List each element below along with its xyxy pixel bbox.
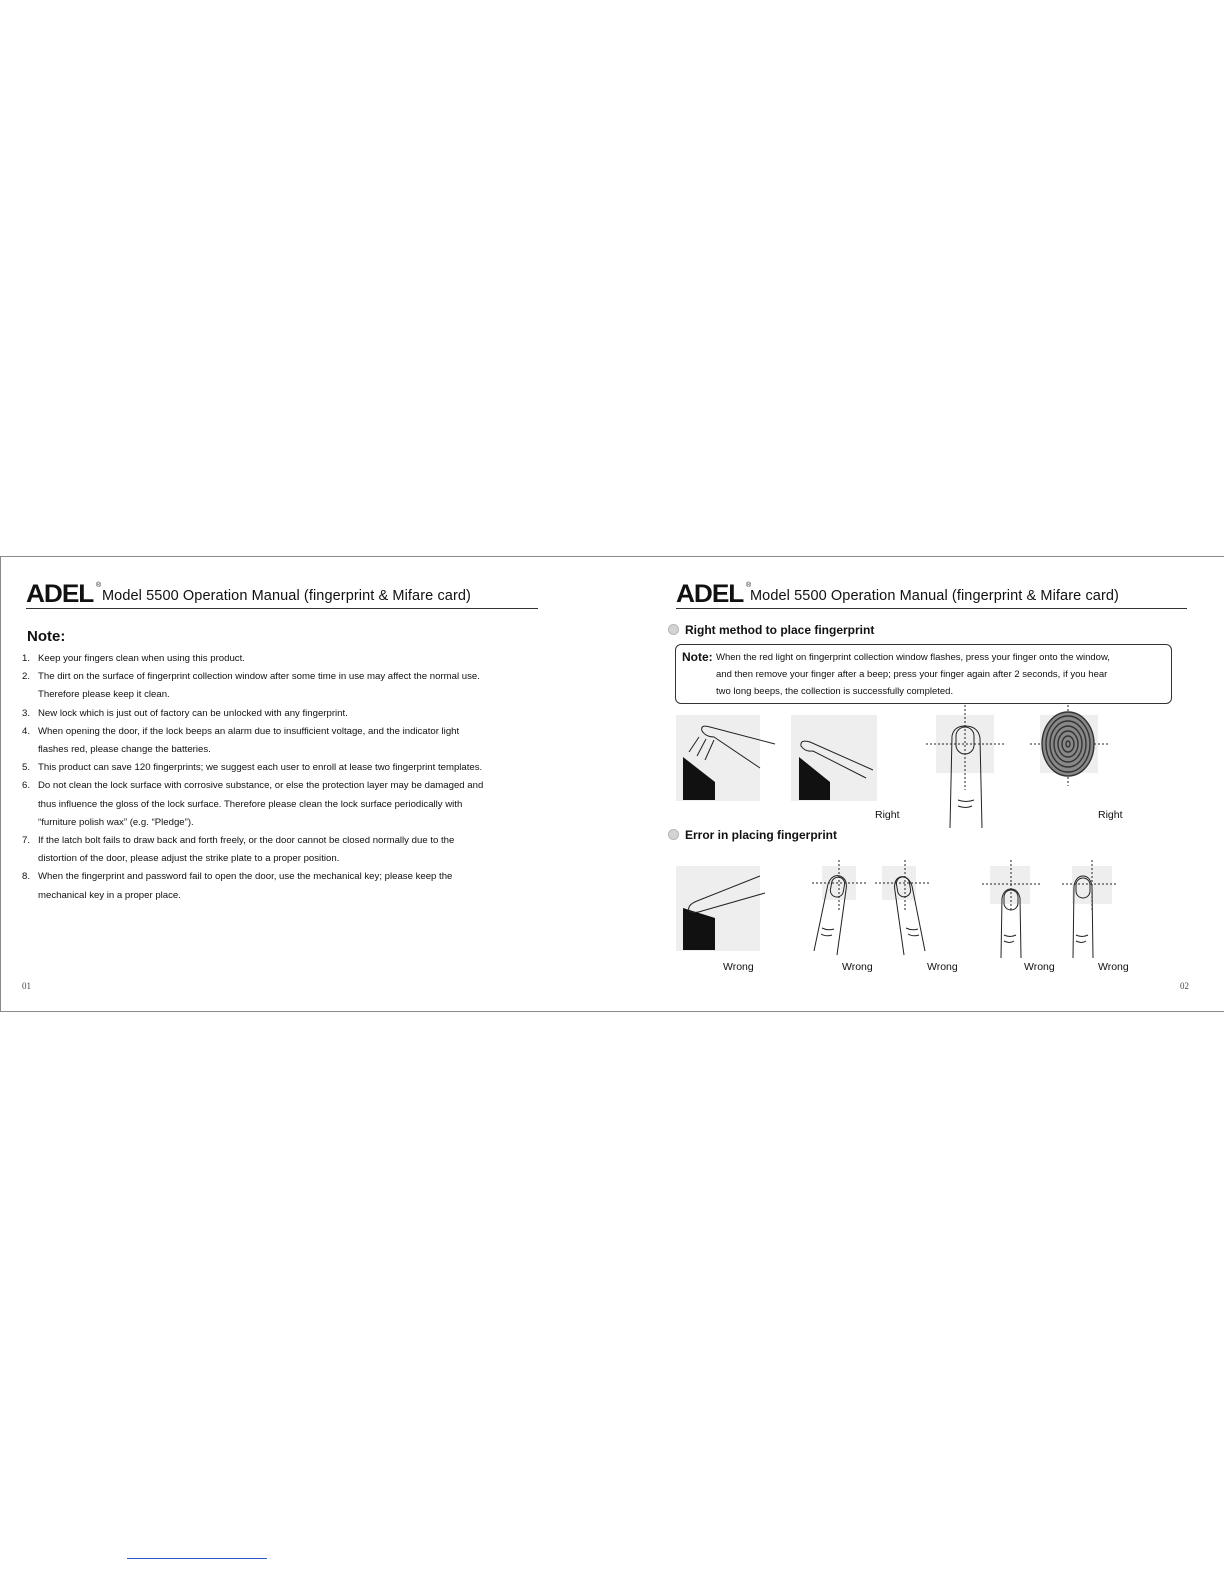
caption-right: Right: [875, 809, 900, 821]
list-item-text: thus influence the gloss of the lock surface. Therefore please clean the lock surface periodically with: [38, 798, 463, 810]
note-heading: Note:: [27, 628, 66, 645]
manual-title: Model 5500 Operation Manual (fingerprint & Mifare card): [102, 588, 471, 604]
list-item-number: 4.: [22, 725, 31, 737]
list-item-number: 2.: [22, 671, 31, 683]
list-item-number: 5.: [22, 762, 31, 774]
list-item-number: 6.: [22, 780, 31, 792]
list-item-text: “furniture polish wax” (e.g. “Pledge”).: [38, 816, 194, 828]
list-item-text: The dirt on the surface of fingerprint collection window after some time in use may affect the normal use.: [38, 671, 480, 683]
section-right-method: Right method to place fingerprint: [668, 623, 874, 637]
list-item-text: mechanical key in a proper place.: [38, 889, 181, 901]
list-item-number: 8.: [22, 871, 31, 883]
list-item-text: When the fingerprint and password fail to open the door, use the mechanical key; please keep the: [38, 871, 453, 883]
note-line: and then remove your finger after a beep; press your finger again after 2 seconds, if you hear: [716, 669, 1108, 680]
list-item-text: Keep your fingers clean when using this product.: [38, 653, 245, 664]
footer-divider: [127, 1558, 267, 1559]
note-label: Note:: [682, 650, 713, 664]
caption-wrong: Wrong: [927, 961, 958, 973]
caption-wrong: Wrong: [842, 961, 873, 973]
note-line: When the red light on fingerprint collection window flashes, press your finger onto the window,: [716, 652, 1110, 663]
list-item-text: distortion of the door, please adjust the strike plate to a proper position.: [38, 853, 340, 865]
list-item-text: New lock which is just out of factory can be unlocked with any fingerprint.: [38, 707, 348, 719]
page-number-left: 01: [22, 981, 31, 991]
note-line: two long beeps, the collection is successfully completed.: [716, 686, 954, 697]
registered-mark: ®: [96, 582, 102, 589]
list-item-text: This product can save 120 fingerprints; we suggest each user to enroll at lease two fingerprint templates.: [38, 762, 483, 774]
brand-logo: ADEL: [676, 580, 744, 608]
list-item-number: 1.: [22, 653, 31, 664]
list-item-number: 7.: [22, 835, 31, 847]
registered-mark: ®: [746, 582, 752, 589]
caption-right: Right: [1098, 809, 1123, 821]
section-error: Error in placing fingerprint: [668, 828, 837, 842]
finger-error-illustration: [676, 860, 1118, 958]
list-item-text: If the latch bolt fails to draw back and forth freely, or the door cannot be closed normally due to the: [38, 835, 455, 847]
list-item-number: 3.: [22, 707, 31, 719]
caption-wrong: Wrong: [1024, 961, 1055, 973]
caption-wrong: Wrong: [1098, 961, 1129, 973]
manual-title: Model 5500 Operation Manual (fingerprint & Mifare card): [750, 588, 1119, 604]
bullet-circle-icon: [668, 829, 679, 840]
list-item-text: flashes red, please change the batteries.: [38, 744, 211, 756]
page-number-right: 02: [1180, 981, 1189, 991]
list-item-text: Therefore please keep it clean.: [38, 689, 170, 701]
list-item-text: When opening the door, if the lock beeps an alarm due to insufficient voltage, and the indicator light: [38, 725, 460, 737]
caption-wrong: Wrong: [723, 961, 754, 973]
list-item-text: Do not clean the lock surface with corrosive substance, or else the protection layer may be damaged and: [38, 780, 484, 792]
brand-logo: ADEL: [26, 580, 94, 608]
